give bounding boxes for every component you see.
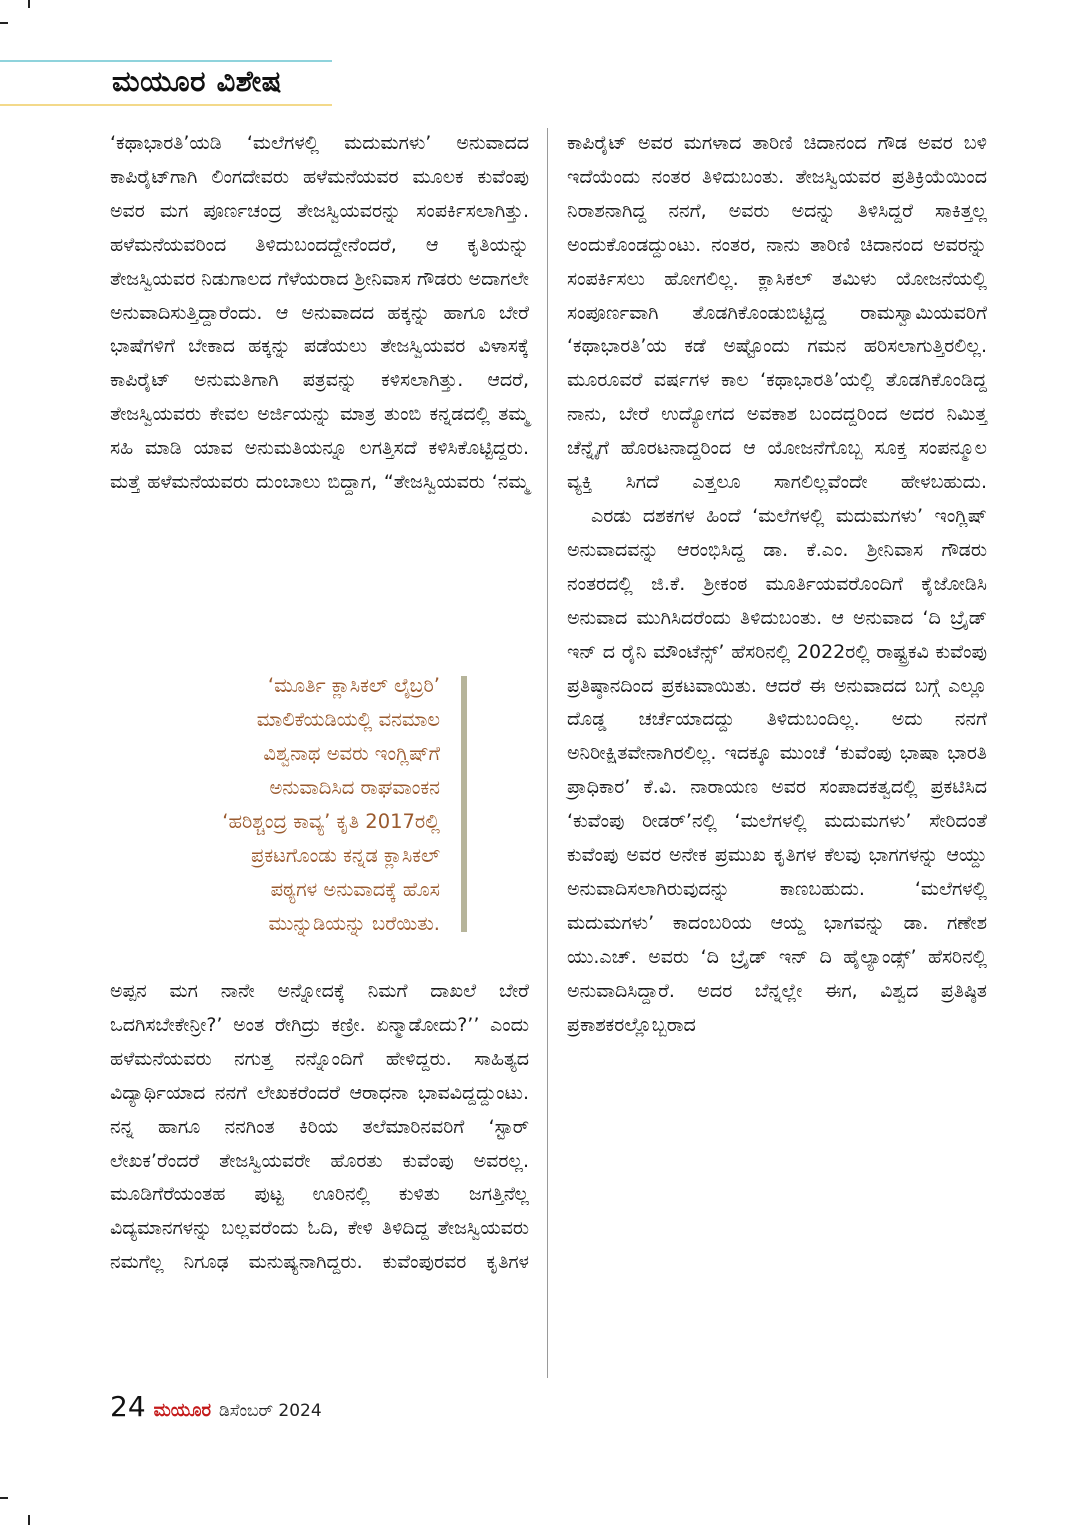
left-column-text-bottom: ಅಪ್ಪನ ಮಗ ನಾನೇ ಅನ್ನೋದಕ್ಕೆ ನಿಮಗೆ ದಾಖಲೆ ಬೇರೆ ಒದಗಿಸಬೇಕೇನ್ರೀ?’ ಅಂತ ರೇಗಿದ್ರು ಕಣ್ರೀ. ಏನ್ಮಾಡೋದು?’’ ಎಂದು ಹಳೆಮನೆಯವರು ನಗುತ್ತ ನನ್ನೊಂದಿಗೆ ಹೇಳಿದ್ದರು. ಸಾಹಿತ್ಯದ ವಿದ್ಯಾರ್ಥಿಯಾದ ನನಗೆ ಲೇಖಕರೆಂದರೆ ಆರಾಧನಾ ಭಾವವಿದ್ದದ್ದುಂಟು. ನನ್ನ ಹಾಗೂ ನನಗಿಂತ ಕಿರಿಯ ತಲೆಮಾರಿನವರಿಗೆ ‘ಸ್ಟಾರ್ ಲೇಖಕ’ರೆಂದರೆ ತೇಜಸ್ವಿಯವರೇ ಹೊರತು ಕುವೆಂಪು ಅವರಲ್ಲ. ಮೂಡಿಗೆರೆಯಂತಹ ಪುಟ್ಟ ಊರಿನಲ್ಲಿ ಕುಳಿತು ಜಗತ್ತಿನೆಲ್ಲ ವಿದ್ಯಮಾನಗಳನ್ನು ಬಲ್ಲವರೆಂದು ಓದಿ, ಕೇಳಿ ತಿಳಿದಿದ್ದ ತೇಜಸ್ವಿಯವರು ನಮಗೆಲ್ಲ ನಿಗೂಢ ಮನುಷ್ಯನಾಗಿದ್ದರು. ಕುವೆಂಪುರವರ ಕೃತಿಗಳ xyxy=(110,980,529,1274)
header-bottom-rule xyxy=(0,104,332,106)
left-column-text-top: ‘ಕಥಾಭಾರತಿ’ಯಡಿ ‘ಮಲೆಗಳಲ್ಲಿ ಮದುಮಗಳು’ ಅನುವಾದದ ಕಾಪಿರೈಟ್‌ಗಾಗಿ ಲಿಂಗದೇವರು ಹಳೆಮನೆಯವರ ಮೂಲಕ ಕುವೆಂಪು ಅವರ ಮಗ ಪೂರ್ಣಚಂದ್ರ ತೇಜಸ್ವಿಯವರನ್ನು ಸಂಪರ್ಕಿಸಲಾಗಿತ್ತು. ಹಳೆಮನೆಯವರಿಂದ ತಿಳಿದುಬಂದದ್ದೇನೆಂದರೆ, ಆ ಕೃತಿಯನ್ನು ತೇಜಸ್ವಿಯವರ ನಿಡುಗಾಲದ ಗೆಳೆಯರಾದ ಶ್ರೀನಿವಾಸ ಗೌಡರು ಅದಾಗಲೇ ಅನುವಾದಿಸುತ್ತಿದ್ದಾರೆಂದು. ಆ ಅನುವಾದದ ಹಕ್ಕನ್ನು ಹಾಗೂ ಬೇರೆ ಭಾಷೆಗಳಿಗೆ ಬೇಕಾದ ಹಕ್ಕನ್ನು ಪಡೆಯಲು ತೇಜಸ್ವಿಯವರ ವಿಳಾಸಕ್ಕೆ ಕಾಪಿರೈಟ್ ಅನುಮತಿಗಾಗಿ ಪತ್ರವನ್ನು ಕಳಿಸಲಾಗಿತ್ತು. ಆದರೆ, ತೇಜಸ್ವಿಯವರು ಕೇವಲ ಅರ್ಜಿಯನ್ನು ಮಾತ್ರ ತುಂಬಿ ಕನ್ನಡದಲ್ಲಿ ತಮ್ಮ ಸಹಿ ಮಾಡಿ ಯಾವ ಅನುಮತಿಯನ್ನೂ ಲಗತ್ತಿಸದೆ ಕಳಿಸಿಕೊಟ್ಟಿದ್ದರು. ಮತ್ತೆ ಹಳೆಮನೆಯವರು ದುಂಬಾಲು ಬಿದ್ದಾಗ, “ತೇಜಸ್ವಿಯವರು ‘ನಮ್ಮ xyxy=(110,132,529,494)
page-number: 24 xyxy=(110,1390,146,1423)
section-title: ಮಯೂರ ವಿಶೇಷ xyxy=(112,64,282,98)
pull-quote-line: ಅನುವಾದಿಸಿದ ರಾಘವಾಂಕನ xyxy=(269,776,440,799)
right-column-paragraph-1: ಕಾಪಿರೈಟ್ ಅವರ ಮಗಳಾದ ತಾರಿಣಿ ಚಿದಾನಂದ ಗೌಡ ಅವರ ಬಳಿ ಇದೆಯೆಂದು ನಂತರ ತಿಳಿದುಬಂತು. ತೇಜಸ್ವಿಯವರ ಪ್ರತಿಕ್ರಿಯೆಯಿಂದ ನಿರಾಶನಾಗಿದ್ದ ನನಗೆ, ಅವರು ಅದನ್ನು ತಿಳಿಸಿದ್ದರೆ ಸಾಕಿತ್ತಲ್ಲ ಅಂದುಕೊಂಡದ್ದುಂಟು. ನಂತರ, ನಾನು ತಾರಿಣಿ ಚಿದಾನಂದ ಅವರನ್ನು ಸಂಪರ್ಕಿಸಲು ಹೋಗಲಿಲ್ಲ. ಕ್ಲಾಸಿಕಲ್ ತಮಿಳು ಯೋಜನೆಯಲ್ಲಿ ಸಂಪೂರ್ಣವಾಗಿ ತೊಡಗಿಕೊಂಡುಬಿಟ್ಟಿದ್ದ ರಾಮಸ್ವಾಮಿಯವರಿಗೆ ‘ಕಥಾಭಾರತಿ’ಯ ಕಡೆ ಅಷ್ಟೊಂದು ಗಮನ ಹರಿಸಲಾಗುತ್ತಿರಲಿಲ್ಲ. ಮೂರೂವರೆ ವರ್ಷಗಳ ಕಾಲ ‘ಕಥಾಭಾರತಿ’ಯಲ್ಲಿ ತೊಡಗಿಕೊಂಡಿದ್ದ ನಾನು, ಬೇರೆ ಉದ್ಯೋಗದ ಅವಕಾಶ ಬಂದದ್ದರಿಂದ ಅದರ ನಿಮಿತ್ತ ಚೆನ್ನೈಗೆ ಹೊರಟನಾದ್ದರಿಂದ ಆ ಯೋಜನೆಗೊಬ್ಬ ಸೂಕ್ತ ಸಂಪನ್ಮೂಲ ವ್ಯಕ್ತಿ ಸಿಗದೆ ಎತ್ತಲೂ ಸಾಗಲಿಲ್ಲವೆಂದೇ ಹೇಳಬಹುದು. xyxy=(567,132,987,494)
crop-mark-top-left xyxy=(28,0,30,8)
pull-quote-text xyxy=(150,669,440,941)
pull-quote-bar xyxy=(461,676,467,932)
pull-quote-line: ‘ಮೂರ್ತಿ ಕ್ಲಾಸಿಕಲ್ ಲೈಬ್ರರಿ’ xyxy=(267,674,440,697)
right-column-paragraph-2: ಎರಡು ದಶಕಗಳ ಹಿಂದೆ ‘ಮಲೆಗಳಲ್ಲಿ ಮದುಮಗಳು’ ಇಂಗ್ಲಿಷ್ ಅನುವಾದವನ್ನು ಆರಂಭಿಸಿದ್ದ ಡಾ. ಕೆ.ಎಂ. ಶ್ರೀನಿವಾಸ ಗೌಡರು ನಂತರದಲ್ಲಿ ಜಿ.ಕೆ. ಶ್ರೀಕಂಠ ಮೂರ್ತಿಯವರೊಂದಿಗೆ ಕೈಜೋಡಿಸಿ ಅನುವಾದ ಮುಗಿಸಿದರೆಂದು ತಿಳಿದುಬಂತು. ಆ ಅನುವಾದ ‘ದಿ ಬ್ರೈಡ್ ಇನ್ ದ ರೈನಿ ಮೌಂಟೆನ್ಸ್’ ಹೆಸರಿನಲ್ಲಿ 2022ರಲ್ಲಿ ರಾಷ್ಟ್ರಕವಿ ಕುವೆಂಪು ಪ್ರತಿಷ್ಠಾನದಿಂದ ಪ್ರಕಟವಾಯಿತು. ಆದರೆ ಈ ಅನುವಾದದ ಬಗ್ಗೆ ಎಲ್ಲೂ ದೊಡ್ಡ ಚರ್ಚೆಯಾದದ್ದು ತಿಳಿದುಬಂದಿಲ್ಲ. ಅದು ನನಗೆ ಅನಿರೀಕ್ಷಿತವೇನಾಗಿರಲಿಲ್ಲ. ಇದಕ್ಕೂ ಮುಂಚೆ ‘ಕುವೆಂಪು ಭಾಷಾ ಭಾರತಿ ಪ್ರಾಧಿಕಾರ’ ಕೆ.ವಿ. ನಾರಾಯಣ ಅವರ ಸಂಪಾದಕತ್ವದಲ್ಲಿ ಪ್ರಕಟಿಸಿದ ‘ಕುವೆಂಪು ರೀಡರ್’ನಲ್ಲಿ ‘ಮಲೆಗಳಲ್ಲಿ ಮದುಮಗಳು’ ಸೇರಿದಂತೆ ಕುವೆಂಪು ಅವರ ಅನೇಕ ಪ್ರಮುಖ ಕೃತಿಗಳ ಕೆಲವು ಭಾಗಗಳನ್ನು ಆಯ್ದು ಅನುವಾದಿಸಲಾಗಿರುವುದನ್ನು ಕಾಣಬಹುದು. ‘ಮಲೆಗಳಲ್ಲಿ ಮದುಮಗಳು’ ಕಾದಂಬರಿಯ ಆಯ್ದ ಭಾಗವನ್ನು ಡಾ. ಗಣೇಶ ಯು.ಎಚ್. ಅವರು ‘ದಿ ಬ್ರೈಡ್ ಇನ್ ದಿ ಹೈಲ್ಯಾಂಡ್ಸ್’ ಹೆಸರಿನಲ್ಲಿ ಅನುವಾದಿಸಿದ್ದಾರೆ. ಅದರ ಬೆನ್ನಲ್ಲೇ ಈಗ, ವಿಶ್ವದ ಪ್ರತಿಷ್ಠಿತ ಪ್ರಕಾಶಕರಲ್ಲೊಬ್ಬರಾದ xyxy=(567,504,987,1036)
crop-mark-bottom-left xyxy=(28,1515,30,1525)
pull-quote-line: ಮಾಲಿಕೆಯಡಿಯಲ್ಲಿ ವನಮಾಲ xyxy=(256,708,440,731)
pull-quote-line: ವಿಶ್ವನಾಥ ಅವರು ಇಂಗ್ಲಿಷ್‌ಗೆ xyxy=(263,742,440,765)
issue-date: ಡಿಸೆಂಬರ್ 2024 xyxy=(219,1401,322,1421)
column-divider xyxy=(547,128,548,1378)
page-footer xyxy=(110,1390,322,1423)
pull-quote-line: ಪಠ್ಯಗಳ ಅನುವಾದಕ್ಕೆ ಹೊಸ xyxy=(270,878,440,901)
header-top-rule xyxy=(0,60,332,62)
pull-quote-line: ಮುನ್ನುಡಿಯನ್ನು ಬರೆಯಿತು. xyxy=(268,912,440,935)
pull-quote-line: ‘ಹರಿಶ್ಚಂದ್ರ ಕಾವ್ಯ’ ಕೃತಿ 2017ರಲ್ಲಿ xyxy=(222,810,440,833)
crop-mark-top-left-h xyxy=(0,22,8,24)
magazine-logo: ಮಯೂರ xyxy=(153,1400,212,1421)
pull-quote-line: ಪ್ರಕಟಗೊಂಡು ಕನ್ನಡ ಕ್ಲಾಸಿಕಲ್ xyxy=(250,844,440,867)
crop-mark-bottom-left-h xyxy=(0,1497,8,1499)
right-column xyxy=(567,127,987,1042)
